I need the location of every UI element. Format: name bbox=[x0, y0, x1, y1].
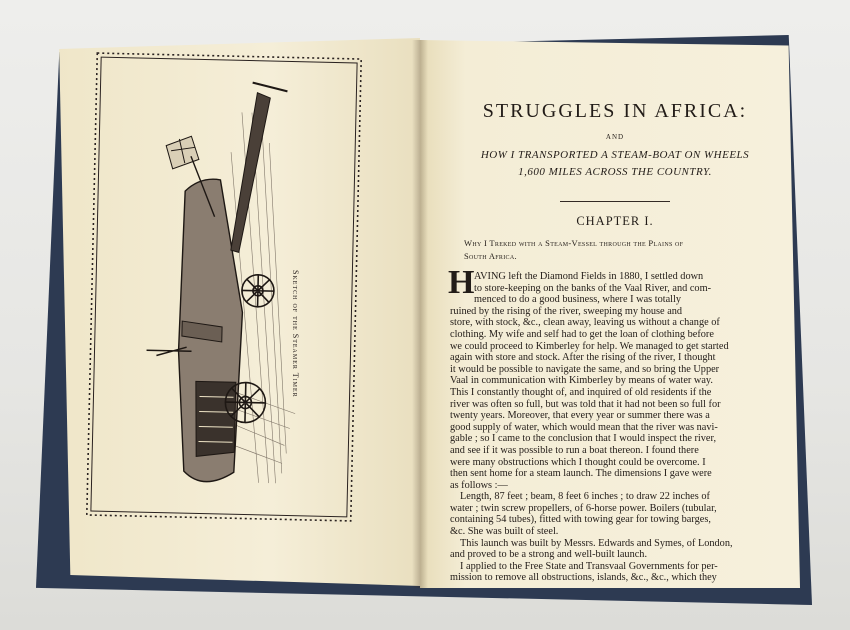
body-line: it would be possible to navigate the same, and so bring the Upper bbox=[450, 363, 720, 375]
body-line: water ; twin screw propellers, of 6-horse power. Boilers (tubular, bbox=[450, 502, 717, 514]
body-line: and proved to be a strong and well-built launch. bbox=[450, 549, 648, 561]
body-line: This I constantly thought of, and inquired of old residents if the bbox=[450, 386, 712, 398]
chapter-summary-line-2: South Africa. bbox=[464, 251, 517, 261]
book-subtitle-line-1: HOW I TRANSPORTED A STEAM-BOAT ON WHEELS bbox=[480, 149, 750, 161]
body-line: gable ; so I came to the conclusion that I would inspect the river, bbox=[450, 433, 717, 445]
drop-cap: H bbox=[448, 264, 475, 301]
body-line: clothing. My wife and self had to get the loan of clothing before bbox=[450, 328, 714, 340]
body-line: AVING left the Diamond Fields in 1880, I settled down bbox=[474, 271, 704, 282]
body-line: good supply of water, which would mean that the river was navi- bbox=[450, 421, 718, 433]
book-gutter bbox=[412, 40, 428, 588]
body-line: Length, 87 feet ; beam, 8 feet 6 inches ; to draw 22 inches of bbox=[460, 491, 710, 503]
page-text bbox=[450, 92, 780, 584]
body-line: twenty years. Moreover, that every year or summer there was a bbox=[450, 410, 710, 422]
body-line: menced to do a good business, where I was totally bbox=[474, 294, 682, 306]
body-line: store, with stock, &c., clean away, leaving us without a change of bbox=[450, 317, 720, 329]
body-line: mission to remove all obstructions, islands, &c., &c., which they bbox=[450, 572, 717, 584]
chapter-heading: CHAPTER I. bbox=[576, 214, 654, 228]
body-line: river was often so full, but was told that it had not been so full for bbox=[450, 398, 721, 410]
engraving-plate bbox=[83, 49, 366, 525]
book-title: STRUGGLES IN AFRICA: bbox=[482, 100, 748, 122]
body-line: were many obstructions which I thought could be overcome. I bbox=[450, 456, 706, 468]
body-line: containing 54 tubes), fitted with towing gear for towing barges, bbox=[450, 514, 711, 526]
body-line: I applied to the Free State and Transvaal Governments for per- bbox=[460, 560, 718, 572]
book-subtitle-line-2: 1,600 MILES ACROSS THE COUNTRY. bbox=[518, 166, 712, 178]
body-line: as follows :— bbox=[450, 479, 508, 491]
body-line: again with store and stock. After the rising of the river, I thought bbox=[450, 352, 716, 364]
body-line: Vaal in communication with Kimberley by means of water way. bbox=[450, 375, 713, 387]
body-line: &c. She was built of steel. bbox=[450, 526, 559, 538]
body-line: ruined by the rising of the river, sweeping my house and bbox=[450, 305, 683, 317]
body-line: This launch was built by Messrs. Edwards and Symes, of London, bbox=[460, 537, 733, 549]
chapter-summary-line-1: Why I Treked with a Steam-Vessel through the Plains of bbox=[464, 238, 684, 248]
title-conjunction: AND bbox=[605, 133, 625, 141]
body-line: and see if it was possible to run a boat thereon. I found there bbox=[450, 444, 699, 456]
title-rule bbox=[560, 201, 670, 202]
body-line: we could proceed to Kimberley for help. We managed to get started bbox=[450, 340, 729, 352]
chapter-summary bbox=[464, 237, 780, 263]
plate-caption: Sketch of the Steamer Timer bbox=[291, 270, 300, 398]
body-line: then sent home for a steam launch. The dimensions I gave were bbox=[450, 468, 712, 480]
body-text bbox=[448, 264, 780, 584]
steamer-illustration bbox=[83, 49, 366, 525]
body-line: to store-keeping on the banks of the Vaal River, and com- bbox=[474, 282, 712, 294]
